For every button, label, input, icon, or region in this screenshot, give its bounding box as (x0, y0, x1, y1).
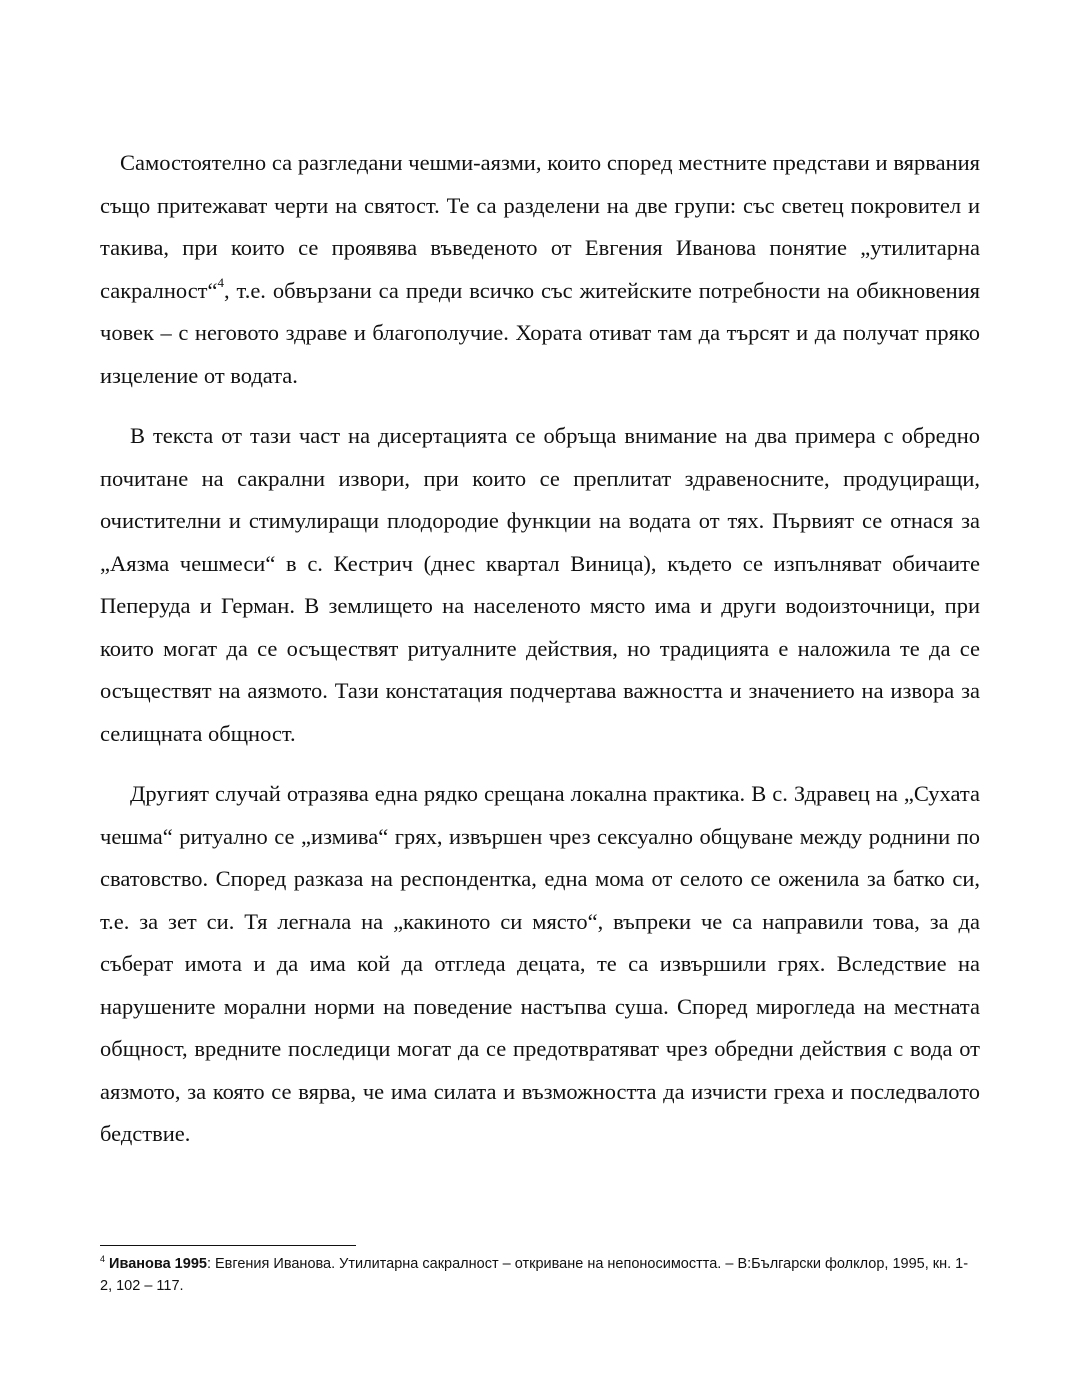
paragraph-1 (100, 142, 980, 397)
paragraph-1-text-before-ref: Самостоятелно са разгледани чешми-аязми, които според местните представи и вярвания също притежават черти на святост. Те са разделени на две групи: със светец покровител и такива, при които се проявява въведеното от Евгения Иванова понятие „утилитарна сакралност“ (100, 150, 980, 303)
footnote-separator (100, 1245, 356, 1246)
document-body (100, 142, 980, 1156)
footnote-reference[interactable]: 4 (217, 275, 224, 290)
footnote-number: 4 (100, 1254, 106, 1265)
footnote-bold-reference: Иванова 1995 (109, 1256, 207, 1272)
paragraph-2: В текста от тази част на дисертацията се обръща внимание на два примера с обредно почитане на сакрални извори, при които се преплитат здравеносните, продуциращи, очистителни и стимулиращи плодородие функции на водата от тях. Първият се отнася за „Аязма чешмеси“ в с. Кестрич (днес квартал Виница), където се изпълняват обичаите Пеперуда и Герман. В землището на населеното място има и други водоизточници, при които могат да се осъществят ритуалните действия, но традицията е наложила те да се осъществят на аязмото. Тази констатация подчертава важността и значението на извора за селищната общност. (100, 423, 980, 746)
footnote (100, 1253, 980, 1297)
footnote-text: : Евгения Иванова. Утилитарна сакралност – откриване на непоносимостта. – В:Български фолклор, 1995, кн. 1-2, 102 – 117. (100, 1256, 969, 1294)
paragraph-3: Другият случай отразява една рядко срещана локална практика. В с. Здравец на „Сухата чешма“ ритуално се „измива“ грях, извършен чрез сексуално общуване между роднини по сватовство. Според разказа на респондентка, една мома от селото се оженила за батко си, т.е. за зет си. Тя легнала на „какиното си място“, въпреки че са направили това, за да съберат имота и да има кой да отгледа децата, те са извършили грях. Вследствие на нарушените морални норми на поведение настъпва суша. Според мирогледа на местната общност, вредните последици могат да се предотвратяват чрез обредни действия с вода от аязмото, за която се вярва, че има силата и възможността да изчисти греха и последвалото бедствие. (100, 781, 980, 1146)
paragraph-1-text-after-ref: , т.е. обвързани са преди всичко със житейските потребности на обикновения човек – с неговото здраве и благополучие. Хората отиват там да търсят и да получат пряко изцеление от водата. (100, 277, 980, 388)
